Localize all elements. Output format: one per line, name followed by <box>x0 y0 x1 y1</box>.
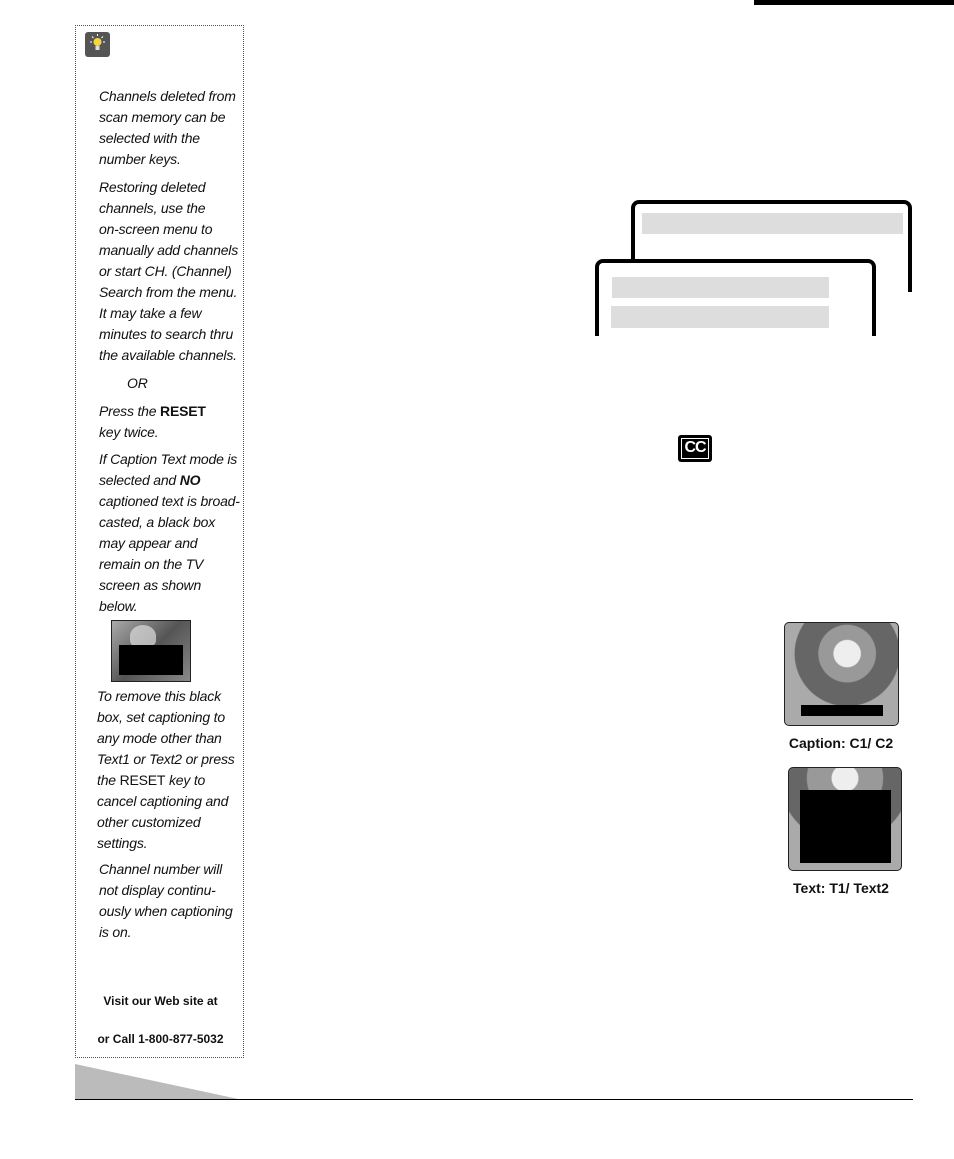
caption-mode-image <box>784 622 899 726</box>
note-or: OR <box>127 375 148 391</box>
text-mode-image <box>788 767 902 871</box>
caption-suffix: captioned text is broad- casted, a black box may appear and remain on the TV screen as shown below. <box>99 493 240 614</box>
text-block <box>800 790 891 863</box>
web-site-text: Visit our Web site at <box>103 994 218 1008</box>
tip-sidebar <box>75 25 244 1058</box>
note-channel-number: Channel number will not display continu- ously when captioning is on. <box>99 861 233 940</box>
note-remove-box <box>97 686 235 854</box>
note-restoring: Restoring deleted channels, use the on-screen menu to manually add channels or start CH. (Channel) Search from the menu. It may take a few minutes to search thru the available channels. <box>99 179 239 363</box>
press-prefix: Press the <box>99 403 161 419</box>
menu-bar <box>611 306 829 328</box>
note-press-reset <box>99 401 206 443</box>
no-emphasis: NO <box>179 472 201 488</box>
press-suffix: key twice. <box>99 424 159 440</box>
caption-bar <box>801 705 883 716</box>
corner-triangle <box>75 1064 243 1100</box>
batter-figure <box>130 625 156 647</box>
light-bulb-icon <box>85 32 110 57</box>
top-rule <box>754 0 954 5</box>
caption-prefix: If Caption Text mode is selected and <box>99 451 238 488</box>
cc-badge-label: CC <box>681 438 709 459</box>
caption-mode-label: Caption: C1/ C2 <box>788 735 894 751</box>
black-box-example-image <box>111 620 191 682</box>
black-box <box>119 645 183 675</box>
note-deleted-channels: Channels deleted from scan memory can be selected with the number keys. <box>99 88 236 167</box>
text-mode-label: Text: T1/ Text2 <box>793 880 889 896</box>
reset-key-label: RESET <box>160 403 206 419</box>
remove-prefix: To remove this black box, set captioning to any mode other than Text1 or Text2 or press the <box>97 688 235 788</box>
bottom-rule <box>75 1099 913 1100</box>
phone-text: or Call 1-800-877-5032 <box>97 1032 224 1046</box>
menu-window-front <box>595 259 876 336</box>
remove-reset-label: RESET <box>119 772 166 788</box>
menu-bar <box>642 213 903 234</box>
closed-caption-icon <box>678 435 712 462</box>
remove-suffix: key to cancel captioning and other customized settings. <box>97 772 229 851</box>
note-caption-text <box>99 449 240 617</box>
menu-bar <box>612 277 829 298</box>
